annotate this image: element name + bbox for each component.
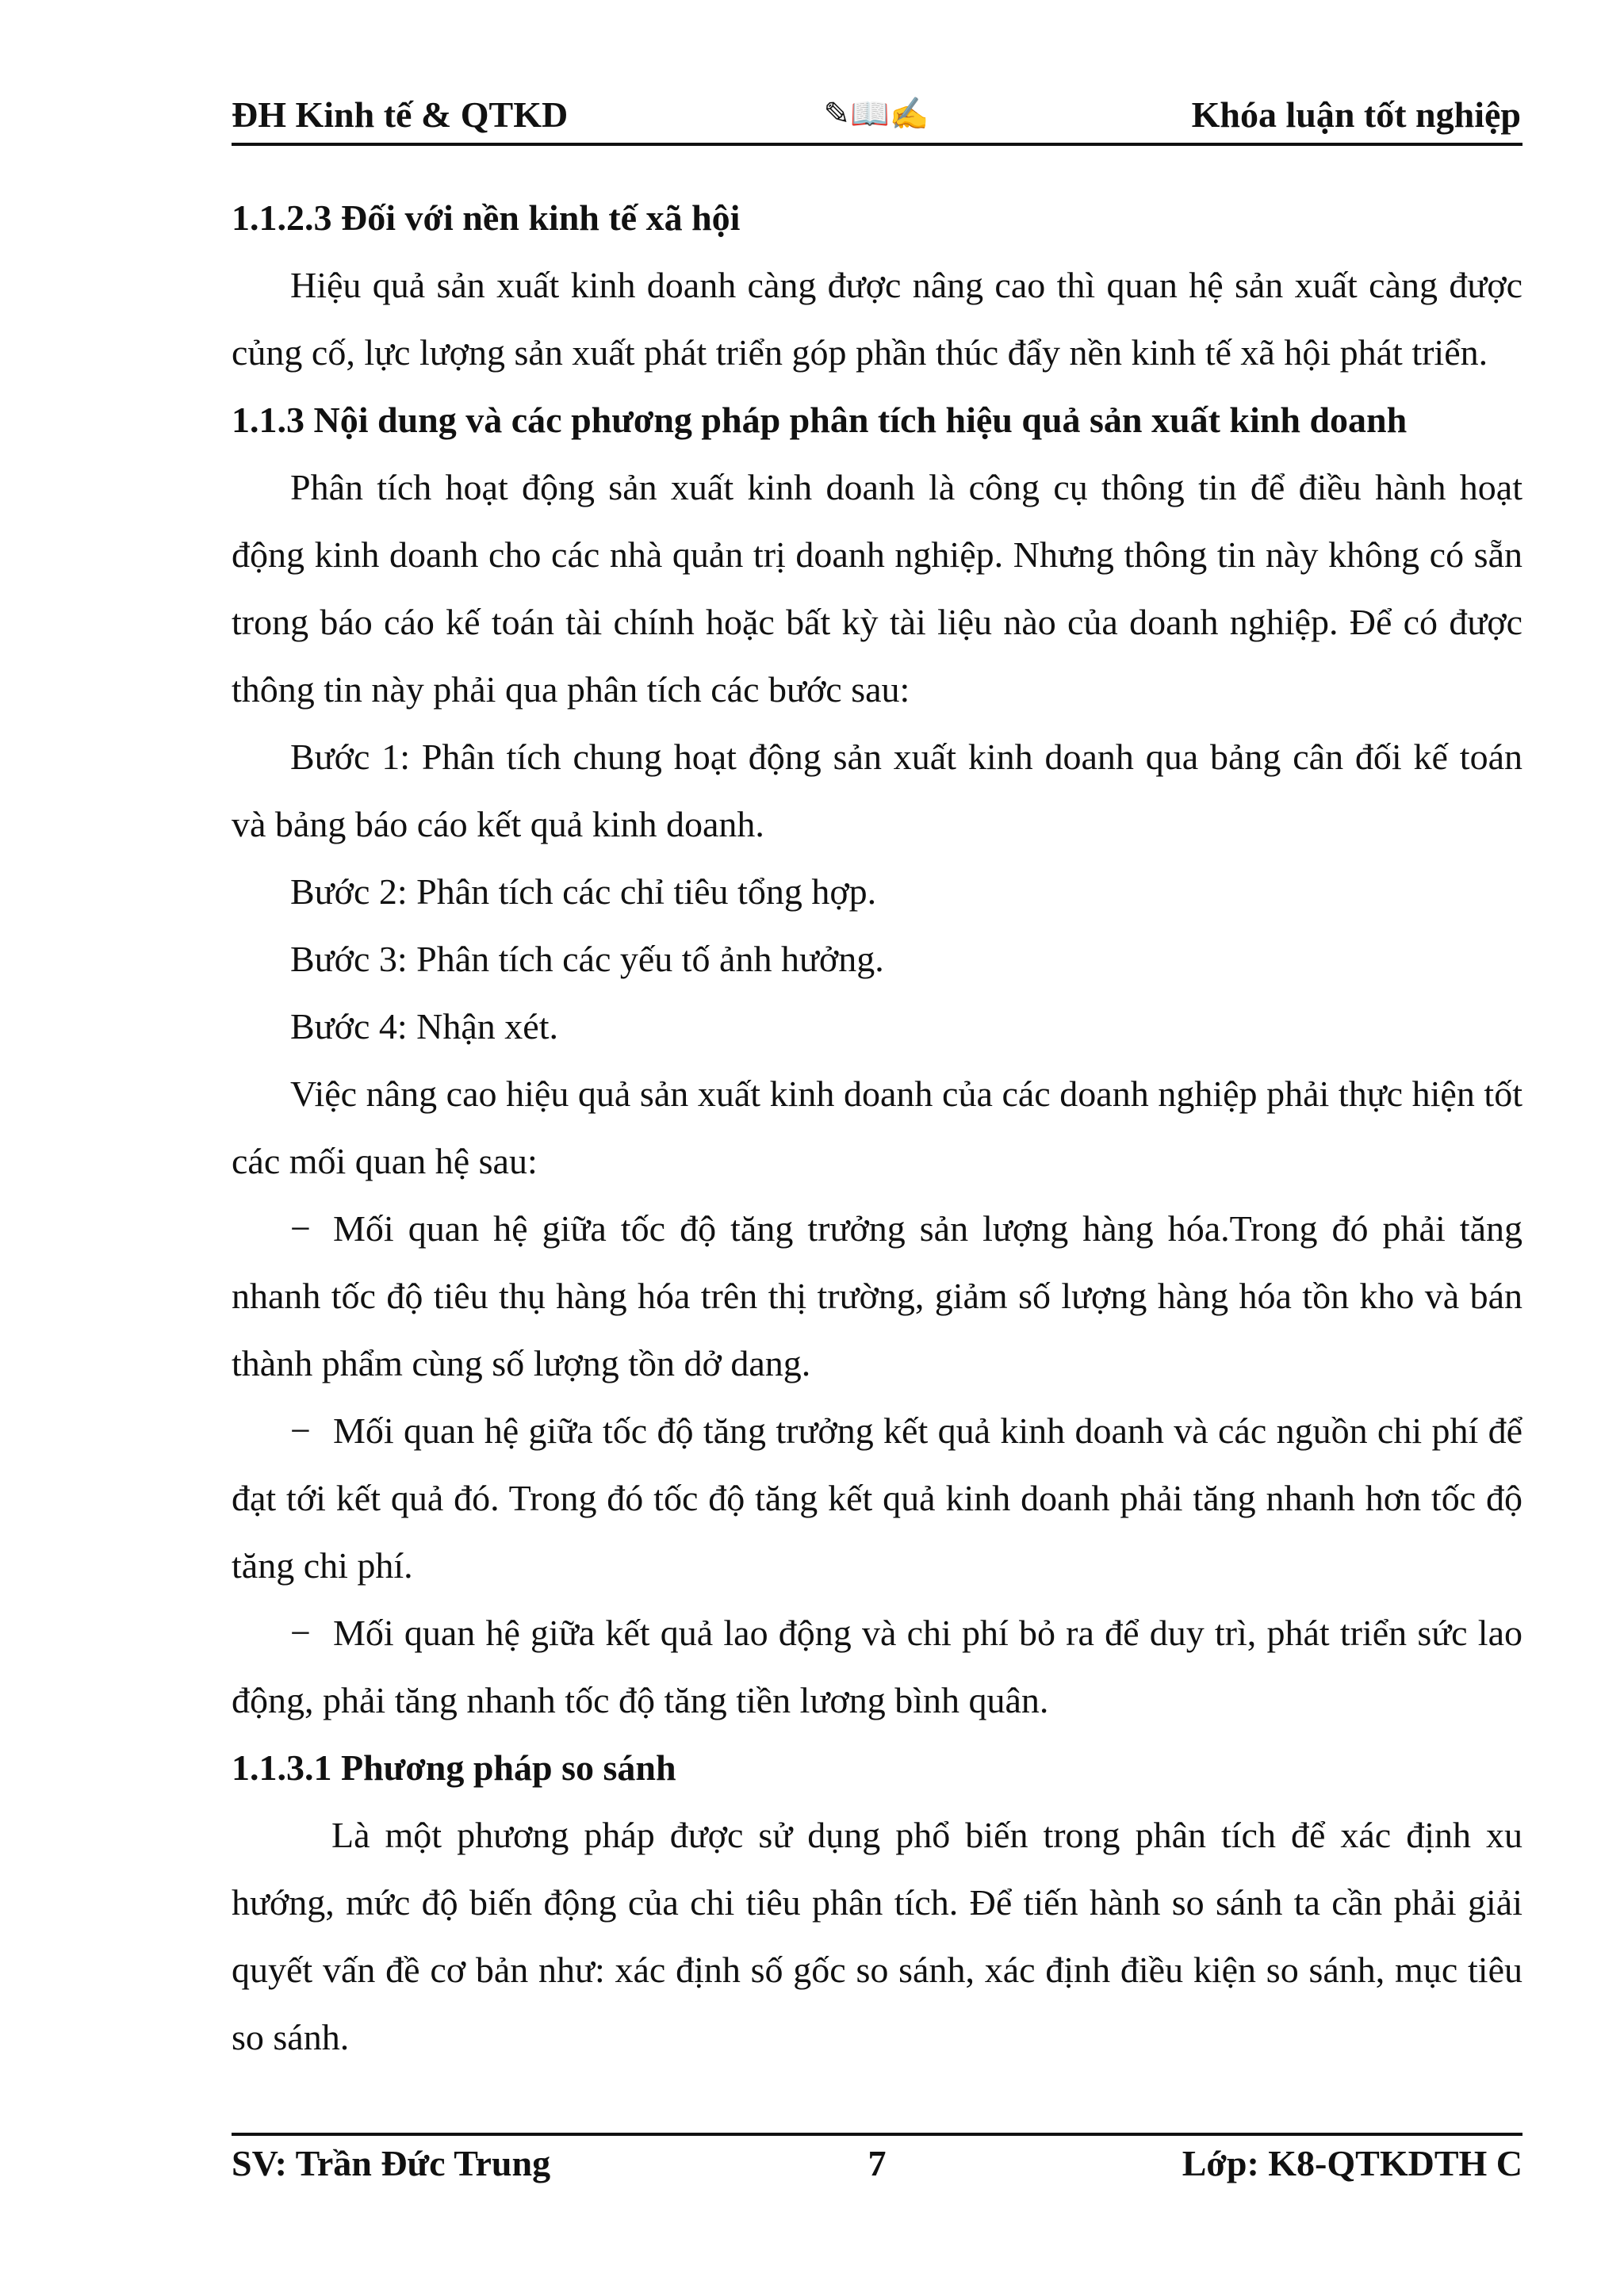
section-heading-113: 1.1.3 Nội dung và các phương pháp phân tích hiệu quả sản xuất kinh doanh <box>232 400 1408 440</box>
header-school: ĐH Kinh tế & QTKD <box>232 94 569 135</box>
bullet-dash: − <box>290 1208 311 1249</box>
paragraph-comparison-method: Là một phương pháp được sử dụng phổ biến trong phân tích để xác định xu hướng, mức độ biến động của chi tiêu phân tích. Để tiến hành so sánh ta cần phải giải quyết vấn đề cơ bản như: xác định số gốc so sánh, xác định điều kiện so sánh, mục tiêu so sánh. <box>232 1815 1522 2057</box>
header-doc-type: Khóa luận tốt nghiệp <box>1191 94 1521 135</box>
bullet-item <box>232 1397 1522 1599</box>
footer-divider <box>232 2133 1522 2136</box>
section-heading-1123: 1.1.2.3 Đối với nền kinh tế xã hội <box>232 197 741 238</box>
paragraph-step-1: Bước 1: Phân tích chung hoạt động sản xuất kinh doanh qua bảng cân đối kế toán và bảng báo cáo kết quả kinh doanh. <box>232 737 1522 844</box>
paragraph-step-4: Bước 4: Nhận xét. <box>290 1006 558 1047</box>
bullet-dash: − <box>290 1613 311 1653</box>
bullet-text-2: Mối quan hệ giữa tốc độ tăng trưởng kết quả kinh doanh và các nguồn chi phí để đạt tới kết quả đó. Trong đó tốc độ tăng kết quả kinh doanh phải tăng nhanh hơn tốc độ tăng chi phí. <box>232 1410 1522 1586</box>
bullet-text-3: Mối quan hệ giữa kết quả lao động và chi phí bỏ ra để duy trì, phát triển sức lao động, phải tăng nhanh tốc độ tăng tiền lương bình quân. <box>232 1613 1522 1720</box>
bullet-text-1: Mối quan hệ giữa tốc độ tăng trưởng sản lượng hàng hóa.Trong đó phải tăng nhanh tốc độ tiêu thụ hàng hóa trên thị trường, giảm số lượng hàng hóa tồn kho và bán thành phẩm cùng số lượng tồn dở dang. <box>232 1208 1522 1383</box>
page-body <box>232 184 1522 2071</box>
bullet-dash: − <box>290 1410 311 1451</box>
bullet-item <box>232 1599 1522 1734</box>
footer-student: SV: Trần Đức Trung <box>232 2143 551 2183</box>
bullet-item <box>232 1195 1522 1397</box>
book-ornament-icon: ✎📖✍ <box>823 96 929 132</box>
section-heading-1131: 1.1.3.1 Phương pháp so sánh <box>232 1747 676 1788</box>
page-footer <box>232 2142 1522 2193</box>
paragraph-economy-effect: Hiệu quả sản xuất kinh doanh càng được nâng cao thì quan hệ sản xuất càng được củng cố, lực lượng sản xuất phát triển góp phần thúc đẩy nền kinh tế xã hội phát triển. <box>232 265 1522 373</box>
paragraph-relationships-intro: Việc nâng cao hiệu quả sản xuất kinh doanh của các doanh nghiệp phải thực hiện tốt các mối quan hệ sau: <box>232 1073 1522 1181</box>
paragraph-step-3: Bước 3: Phân tích các yếu tố ảnh hưởng. <box>290 939 884 979</box>
footer-class: Lớp: K8-QTKDTH C <box>1182 2143 1522 2183</box>
paragraph-step-2: Bước 2: Phân tích các chỉ tiêu tổng hợp. <box>290 871 877 912</box>
header-divider <box>232 143 1522 146</box>
paragraph-analysis-intro: Phân tích hoạt động sản xuất kinh doanh là công cụ thông tin để điều hành hoạt động kinh doanh cho các nhà quản trị doanh nghiệp. Nhưng thông tin này không có sẵn trong báo cáo kế toán tài chính hoặc bất kỳ tài liệu nào của doanh nghiệp. Để có được thông tin này phải qua phân tích các bước sau: <box>232 467 1522 710</box>
page-number: 7 <box>868 2143 887 2183</box>
page-header <box>232 94 1521 143</box>
